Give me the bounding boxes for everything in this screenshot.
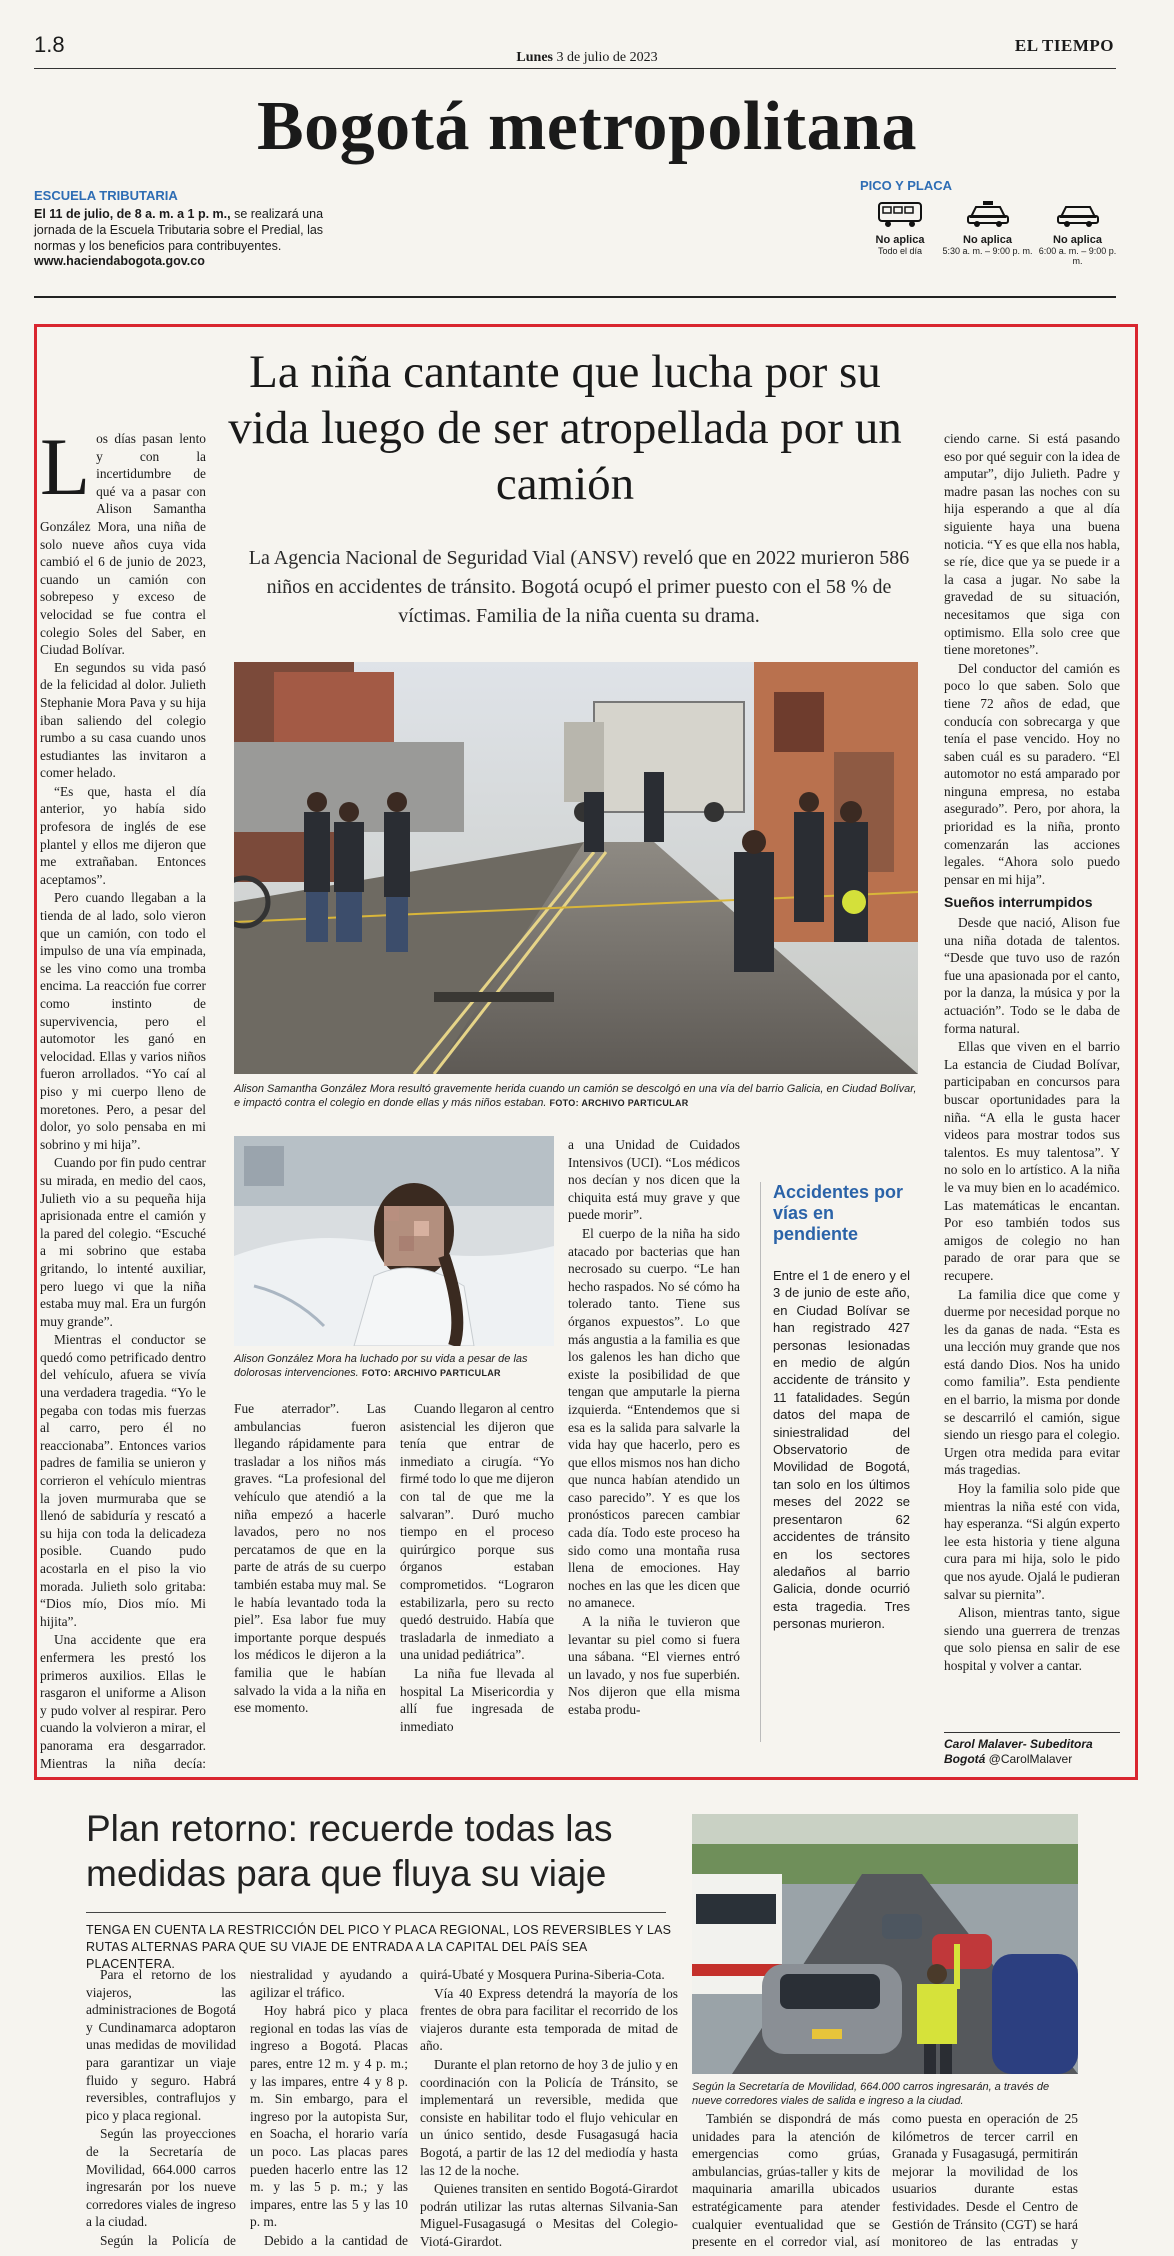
article2-column-5 <box>892 2110 1078 2252</box>
paragraph: También se dispondrá de más unidades para la atención de emergencias como grúas, ambulancias, grúas-taller y kits de maquinaria amarilla ubicados estratégicamente para atender cualquier eventualidad que se presente en el corredor vial, así <box>692 2111 880 2250</box>
paragraph: ciendo carne. Si está pasando eso por qué seguir con la idea de amputar”, dijo Julieth. Padre y madre pasan las noches con su hija esperando a que al día siguiente haya una buena noticia. “Y es que ella nos habla, se ríe, dice que ya se puede ir a la casa a jugar. No sabe la gravedad de su situación, necesitamos que siga con optimismo. Ella solo cree que tiene moretones”. <box>944 431 1120 658</box>
paragraph: Fue aterrador”. Las ambulancias fueron llegando rápidamente para trasladar a los niños más graves. “La profesional del vehículo que atendió a la niña empezó a hacerle lavados, pero no nos percatamos de que en la parte de atrás de su cuerpo también estaba muy mal. Se le había levantado toda la piel”. Esa labor fue muy importante porque después los médicos le dijeron a la familia que le habían salvado la vida a la niña en ese momento. <box>234 1401 386 1716</box>
escuela-tributaria <box>34 188 334 268</box>
paragraph: Durante el plan retorno de hoy 3 de julio y en coordinación con la Policía de Tránsito, se implementará un reversible, medida que consiste en habilitar todo el flujo vehicular en un único sentido, desde Fusagasugá hacia Bogotá, a partir de las 12 del mediodía y hasta las 12 de la noche. <box>420 2056 678 2178</box>
article-deck: La Agencia Nacional de Seguridad Vial (ANSV) reveló que en 2022 murieron 586 niños en accidentes de tránsito. Bogotá ocupó el primer puesto con el 58 % de víctimas. Familia de la niña cuenta su drama. <box>248 547 910 627</box>
sidebar-title: Accidentes por vías en pendiente <box>773 1182 904 1244</box>
date-weekday: Lunes <box>516 50 553 65</box>
newspaper-name: EL TIEMPO <box>1014 36 1114 55</box>
paragraph: Debido a la cantidad de <box>264 2232 408 2248</box>
paragraph: Mientras el conductor se quedó como petrificado dentro del vehículo, afuera se vivía una verdadera tragedia. “Yo le pegaba con todas mis fuerzas al carro, pero él no reaccionaba”. Entonces varios padres de familia se unieron y corrieron el vehículo mientras la joven murmuraba que se llenó de sabiduría y rescató a su hija con toda la delicadeza posible. Cuando pudo acostarla en el piso la vio morada. Julieth solo gritaba: “Dios mío, Dios mío. Mi hijita”. <box>40 1332 206 1629</box>
section-title: Bogotá metropolitana <box>256 88 918 165</box>
paragraph: En segundos su vida pasó de la felicidad al dolor. Julieth Stephanie Mora Pava y su hija iban saliendo del colegio rumbo a su casa cuando unos estudiantes las invitaron a comer helado. <box>40 659 206 781</box>
article2-headline: Plan retorno: recuerde todas las medidas para que fluya su viaje <box>86 1808 613 1894</box>
article2-column-4 <box>692 2110 880 2252</box>
dropcap: L <box>40 430 91 512</box>
paragraph: Cuando por fin pudo centrar su mirada, en medio del caos, Julieth vio a su pequeña hija aprisionada entre el camión y la pared del colegio. “Escuché a mi sobrino que estaba gritando, lo intenté auxiliar, pero luego vi que la niña estaba muy mal. Era un furgón muy grande”. <box>40 1155 206 1329</box>
pico-placa-car <box>1035 199 1120 266</box>
photo2-caption-text: Alison González Mora ha luchado por su vida a pesar de las dolorosas intervenciones. <box>234 1353 528 1379</box>
byline-handle[interactable]: @CarolMalaver <box>985 1752 1073 1766</box>
escuela-url[interactable]: www.haciendabogota.gov.co <box>34 254 205 268</box>
paragraph: La niña fue llevada al hospital La Misericordia y allí fue ingresada de inmediato <box>400 1665 554 1734</box>
article-column-4 <box>568 1136 740 1775</box>
pico-placa-bus-hours: Todo el día <box>877 246 923 256</box>
paragraph: Desde que nació, Alison fue una niña dotada de talentos. “Desde que tuvo uso de razón fue una apasionada por el canto, por la danza, la música y por la actuación”. Todo se le daba de forma natural. <box>944 915 1120 1036</box>
pico-placa-bus-status: No aplica <box>875 234 925 246</box>
pico-placa-title: PICO Y PLACA <box>860 178 952 193</box>
article-headline: La niña cantante que lucha por su vida luego de ser atropellada por un camión <box>228 346 902 510</box>
paragraph: La familia dice que come y duerme por necesidad porque no les da ganas de nada. “Esta es una lección muy grande que nos está dando Dios. Nos ha unido como familia”. Esta pendiente en el barrio, la misma por donde se descarriló el camión, sigue siendo un riesgo para el colegio. Urgen otra medida para evitar más tragedias. <box>944 1286 1120 1478</box>
paragraph: A la niña le tuvieron que levantar su piel como si fuera una sábana. “El viernes entró un lavado, y nos fue superbién. Nos dijeron que ella misma estaba produ- <box>568 1614 740 1717</box>
paragraph: como puesta en operación de 25 kilómetros de tercer carril en Granada y Fusagasugá, permitirán mejorar la movilidad de los usuarios durante estas festividades. Desde el Centro de Gestión de Tránsito (CGT) se hará monitoreo de las entradas y <box>892 2111 1078 2250</box>
paragraph: Según la Policía de <box>100 2232 236 2248</box>
byline-name: Carol Malaver- Subeditora Bogotá <box>944 1737 1093 1766</box>
article2-rule <box>86 1912 666 1913</box>
photo1-credit: FOTO: ARCHIVO PARTICULAR <box>549 1098 689 1108</box>
pico-placa-taxi <box>940 199 1035 266</box>
paragraph: Del conductor del camión es poco lo que saben. Solo que tiene 72 años de edad, que conducía con sobrecarga y que tenía el pase vencido. Hoy no saben cuál es su paradero. “El automotor no está amparado por ninguna empresa, no estaba asegurado”. Pero, por ahora, la prioridad es la niña, pronto comenzarán las acciones legales. “Ahora solo puedo pensar en mi hija”. <box>944 660 1120 887</box>
article2-column-2 <box>250 1966 408 2252</box>
photo1-caption <box>234 1082 918 1110</box>
escuela-text-body: se realizará una jornada de la Escuela Tributaria sobre el Predial, las normas y los beneficios para contribuyentes. <box>34 207 324 253</box>
article-lead: os días pasan lento y con la incertidumbre de qué va a pasar con Alison Samantha González Mora, una niña de solo nueve años cuya vida cambió el 6 de junio de 2023, cuando un camión con sobrepeso y exceso de velocidad se fue contra el colegio Soles del Saber, en Ciudad Bolívar. <box>40 431 206 658</box>
sidebar-text: Entre el 1 de enero y el 3 de junio de este año, en Ciudad Bolívar se han registrado 427 personas lesionadas en medio de algún accidente de tránsito y 11 fatalidades. Según datos del mapa de siniestralidad del Observatorio de Movilidad de Bogotá, tan solo en los últimos meses del 2022 se presentaron 62 accidentes de tránsito en los sectores aledaños al barrio Galicia, donde ocurrió esta tragedia. Tres personas murieron. <box>773 1268 910 1632</box>
article2-deck: TENGA EN CUENTA LA RESTRICCIÓN DEL PICO Y PLACA REGIONAL, LOS REVERSIBLES Y LAS RUTAS ALTERNAS PARA QUE SU VIAJE DE ENTRADA A LA CAPITAL DEL PAÍS SEA PLACENTERA. <box>86 1923 672 1971</box>
header-bottom-rule <box>34 296 1116 298</box>
car-icon <box>1055 199 1101 229</box>
paragraph: Cuando llegaron al centro asistencial les dijeron que tenía que entrar de inmediato a cirugía. “Yo firmé todo lo que me dijeron con tal de que me la salvaran”. Duró mucho tiempo en el proceso quirúrgico porque sus órganos estaban comprometidos. “Lograron estabilizarla, pero su recto quedó destruido. Había que trasladarla de inmediato a una unidad pediátrica”. <box>400 1401 554 1663</box>
dropcap-paragraph <box>40 430 206 659</box>
pico-placa-car-status: No aplica <box>1053 234 1102 246</box>
paragraph: Una accidente que era enfermera les prestó los primeros auxilios. Ellas le rasgaron el uniforme a Alison y pudo volver al respirar. Pero cuando la volvieron a mirar, el panorama era desgarrador. Mientras la niña decía: <box>40 1632 206 1771</box>
article-column-2 <box>234 1400 386 1775</box>
sidebar-box <box>760 1182 910 1742</box>
article-column-1 <box>40 430 206 1775</box>
pico-placa-taxi-status: No aplica <box>963 234 1012 246</box>
date-rest: 3 de julio de 2023 <box>552 50 658 65</box>
photo-traffic <box>692 1814 1078 2074</box>
paragraph: Hoy la familia solo pide que mientras la niña esté con vida, hay esperanza. “Si algún experto lee esta historia y tiene alguna cura para mi hija, solo le pido que nos ayude. Ojalá le pudieran salvar su piernita”. <box>944 1481 1120 1602</box>
article2-column-3 <box>420 1966 678 2252</box>
paragraph: Pero cuando llegaban a la tienda de al lado, solo vieron que un camión, con todo el impulso de una vía empinada, se les vino como una tromba encima. La reacción fue correr como instinto de supervivencia, pero el automotor les ganó en velocidad. Ellas y varios niños fueron arrollados. “Yo caí al piso y mi cuerpo lleno de moretones. Pero, a pesar del dolor, yo solo pensaba en mi sobrino y mi hija”. <box>40 890 206 1152</box>
street-scene-illustration <box>234 662 918 1074</box>
masthead-rule <box>34 68 1116 69</box>
pico-placa-bus <box>860 199 940 266</box>
paragraph: Alison, mientras tanto, sigue siendo una guerrera de trenzas que solo piensa en salir de ese hospital y volver a cantar. <box>944 1605 1120 1673</box>
byline <box>944 1732 1120 1767</box>
paragraph: Quienes transiten en sentido Bogotá-Girardot podrán utilizar las rutas alternas Silvania-San Miguel-Fusagasugá o Mesitas del Colegio-Viotá-Girardot. <box>420 2181 678 2249</box>
subhead: Sueños interrumpidos <box>944 894 1093 911</box>
page-number: 1.8 <box>34 32 65 57</box>
traffic-illustration <box>692 1814 1078 2074</box>
photo2-credit: FOTO: ARCHIVO PARTICULAR <box>361 1368 501 1378</box>
pico-placa-taxi-hours: 5:30 a. m. – 9:00 p. m. <box>942 246 1033 256</box>
photo-hospital <box>234 1136 554 1346</box>
paragraph: Ellas que viven en el barrio La estancia de Ciudad Bolívar, participaban en concursos para buscar oportunidades para la niña. “A ella le gusta hacer videos para mostrar todos sus talentos. Es muy talentosa”. Y no solo en lo artístico. A la niña le va muy bien en lo académico. Las matemáticas le encantan. Por eso también todos sus amigos de colegio no han parado de orar para que se recupere. <box>944 1039 1120 1283</box>
page-date <box>0 50 1174 66</box>
escuela-text <box>34 206 334 254</box>
pico-placa-car-hours: 6:00 a. m. – 9:00 p. m. <box>1038 246 1117 266</box>
bus-icon <box>877 199 923 229</box>
photo1-caption-text: Alison Samantha González Mora resultó gravemente herida cuando un camión se descolgó en una vía del barrio Galicia, en Ciudad Bolívar, e impactó contra el colegio en donde ellas y más niños estaban. <box>234 1083 917 1109</box>
photo-street-accident <box>234 662 918 1074</box>
paragraph: Vía 40 Express detendrá la mayoría de los frentes de obra para facilitar el recorrido de los viajeros durante esta temporada de mitad de año. <box>420 1985 678 2054</box>
paragraph: quirá-Ubaté y Mosquera Purina-Siberia-Cota. <box>420 1967 665 1982</box>
article2-column-1 <box>86 1966 236 2252</box>
taxi-icon <box>965 199 1011 229</box>
article-column-6 <box>944 430 1120 1775</box>
escuela-text-bold: El 11 de julio, de 8 a. m. a 1 p. m., <box>34 207 231 221</box>
paragraph: niestralidad y ayudando a agilizar el tráfico. <box>250 1967 408 2000</box>
paragraph: El cuerpo de la niña ha sido atacado por bacterias que han necrosado su cuerpo. “Le han hecho raspados. No sé cómo ha tolerado tanto. Tiene sus órganos expuestos”. Lo que más angustia a la familia es que los galenos les han dicho que existe la posibilidad de que tengan que amputarle la pierna izquierda. “Entendemos que si esa es la salida para salvarle la vida hay que hacerlo, pero es que ellos mismos nos han dicho que nunca habían atendido un caso parecido”. Y es que los pronósticos parecen cambiar cada día. Todo este proceso ha sido como una montaña rusa llena de emociones. Hay noches en las que les dicen que no amanece. <box>568 1225 740 1611</box>
hospital-bed-illustration <box>234 1136 554 1346</box>
paragraph: “Es que, hasta el día anterior, yo había sido profesora de inglés de ese plantel y ellos me dijeron que me extrañaban. Entonces aceptamos”. <box>40 783 206 887</box>
photo3-caption: Según la Secretaría de Movilidad, 664.000 carros ingresarán, a través de nueve corredores viales de salida e ingreso a la ciudad. <box>692 2081 1050 2107</box>
paragraph: a una Unidad de Cuidados Intensivos (UCI). “Los médicos nos decían y nos dicen que la chiquita está muy grave y que puede morir”. <box>568 1137 740 1223</box>
pico-placa <box>860 178 1120 266</box>
article-column-3 <box>400 1400 554 1775</box>
paragraph: Hoy habrá pico y placa regional en todas las vías de ingreso a Bogotá. Placas pares, entre 12 m. y 4 p. m.; y las impares, entre 4 y 8 p. m. Sin embargo, para el ingreso por la autopista Sur, en Soacha, el horario varía un poco. Las placas pares pueden hacerlo entre las 12 m. y las 5 p. m.; y las impares, entre las 5 y las 10 p. m. <box>250 2003 408 2230</box>
paragraph: Según las proyecciones de la Secretaría de Movilidad, 664.000 carros ingresarán por los nueve corredores viales de ingreso a la ciudad. <box>86 2126 236 2230</box>
photo2-caption <box>234 1352 554 1380</box>
escuela-title: ESCUELA TRIBUTARIA <box>34 188 178 203</box>
paragraph: Para el retorno de los viajeros, las administraciones de Bogotá y Cundinamarca adoptaron unas medidas de movilidad para garantizar un viaje fluido y seguro. Habrá reversibles, contraflujos y pico y placa regional. <box>86 1967 236 2123</box>
